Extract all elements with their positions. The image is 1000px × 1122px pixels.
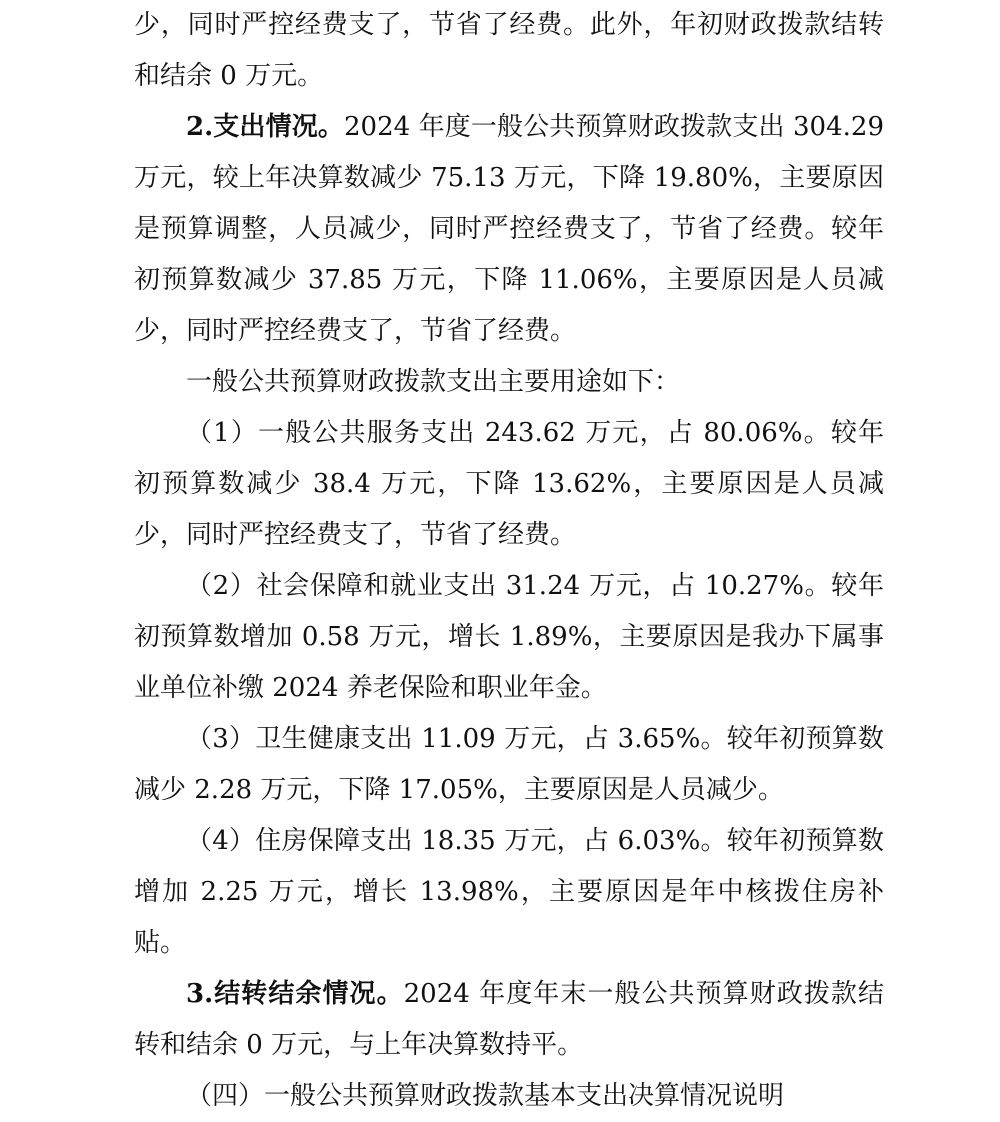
document-page <box>134 0 884 1122</box>
paragraph-uses-intro: 一般公共预算财政拨款支出主要用途如下： <box>186 367 681 397</box>
paragraph-item-2: （2）社会保障和就业支出 31.24 万元，占 10.27%。较年初预算数增加 0.58 万元，增长 1.89%，主要原因是我办下属事业单位补缴 2024 养老保险和职业年金。 <box>134 571 884 703</box>
paragraph-item-1: （1）一般公共服务支出 243.62 万元，占 80.06%。较年初预算数减少 38.4 万元，下降 13.62%，主要原因是人员减少，同时严控经费支了，节省了经费。 <box>134 418 884 550</box>
paragraph-expenditure-body: 2024 年度一般公共预算财政拨款支出 304.29 万元，较上年决算数减少 75.13 万元，下降 19.80%，主要原因是预算调整，人员减少，同时严控经费支了，节省了经费。较年初预算数减少 37.85 万元，下降 11.06%，主要原因是人员减少，同时严控经费支了，节省了经费。 <box>134 112 884 346</box>
paragraph-carryover: 少，同时严控经费支了，节省了经费。此外，年初财政拨款结转和结余 0 万元。 <box>134 10 884 91</box>
paragraph-item-3: （3）卫生健康支出 11.09 万元，占 3.65%。较年初预算数减少 2.28 万元，下降 17.05%，主要原因是人员减少。 <box>134 724 884 805</box>
section-heading-balance: 3.结转结余情况。 <box>186 979 404 1009</box>
paragraph-expenditure <box>134 102 884 357</box>
section-heading-basic-expenditure: （四）一般公共预算财政拨款基本支出决算情况说明 <box>186 1081 785 1111</box>
paragraph-item-4: （4）住房保障支出 18.35 万元，占 6.03%。较年初预算数增加 2.25 万元，增长 13.98%，主要原因是年中核拨住房补贴。 <box>134 826 884 958</box>
paragraph-balance-body: 2024 年度年末一般公共预算财政拨款结转和结余 0 万元，与上年决算数持平。 <box>134 979 884 1060</box>
section-heading-expenditure: 2.支出情况。 <box>186 112 345 142</box>
